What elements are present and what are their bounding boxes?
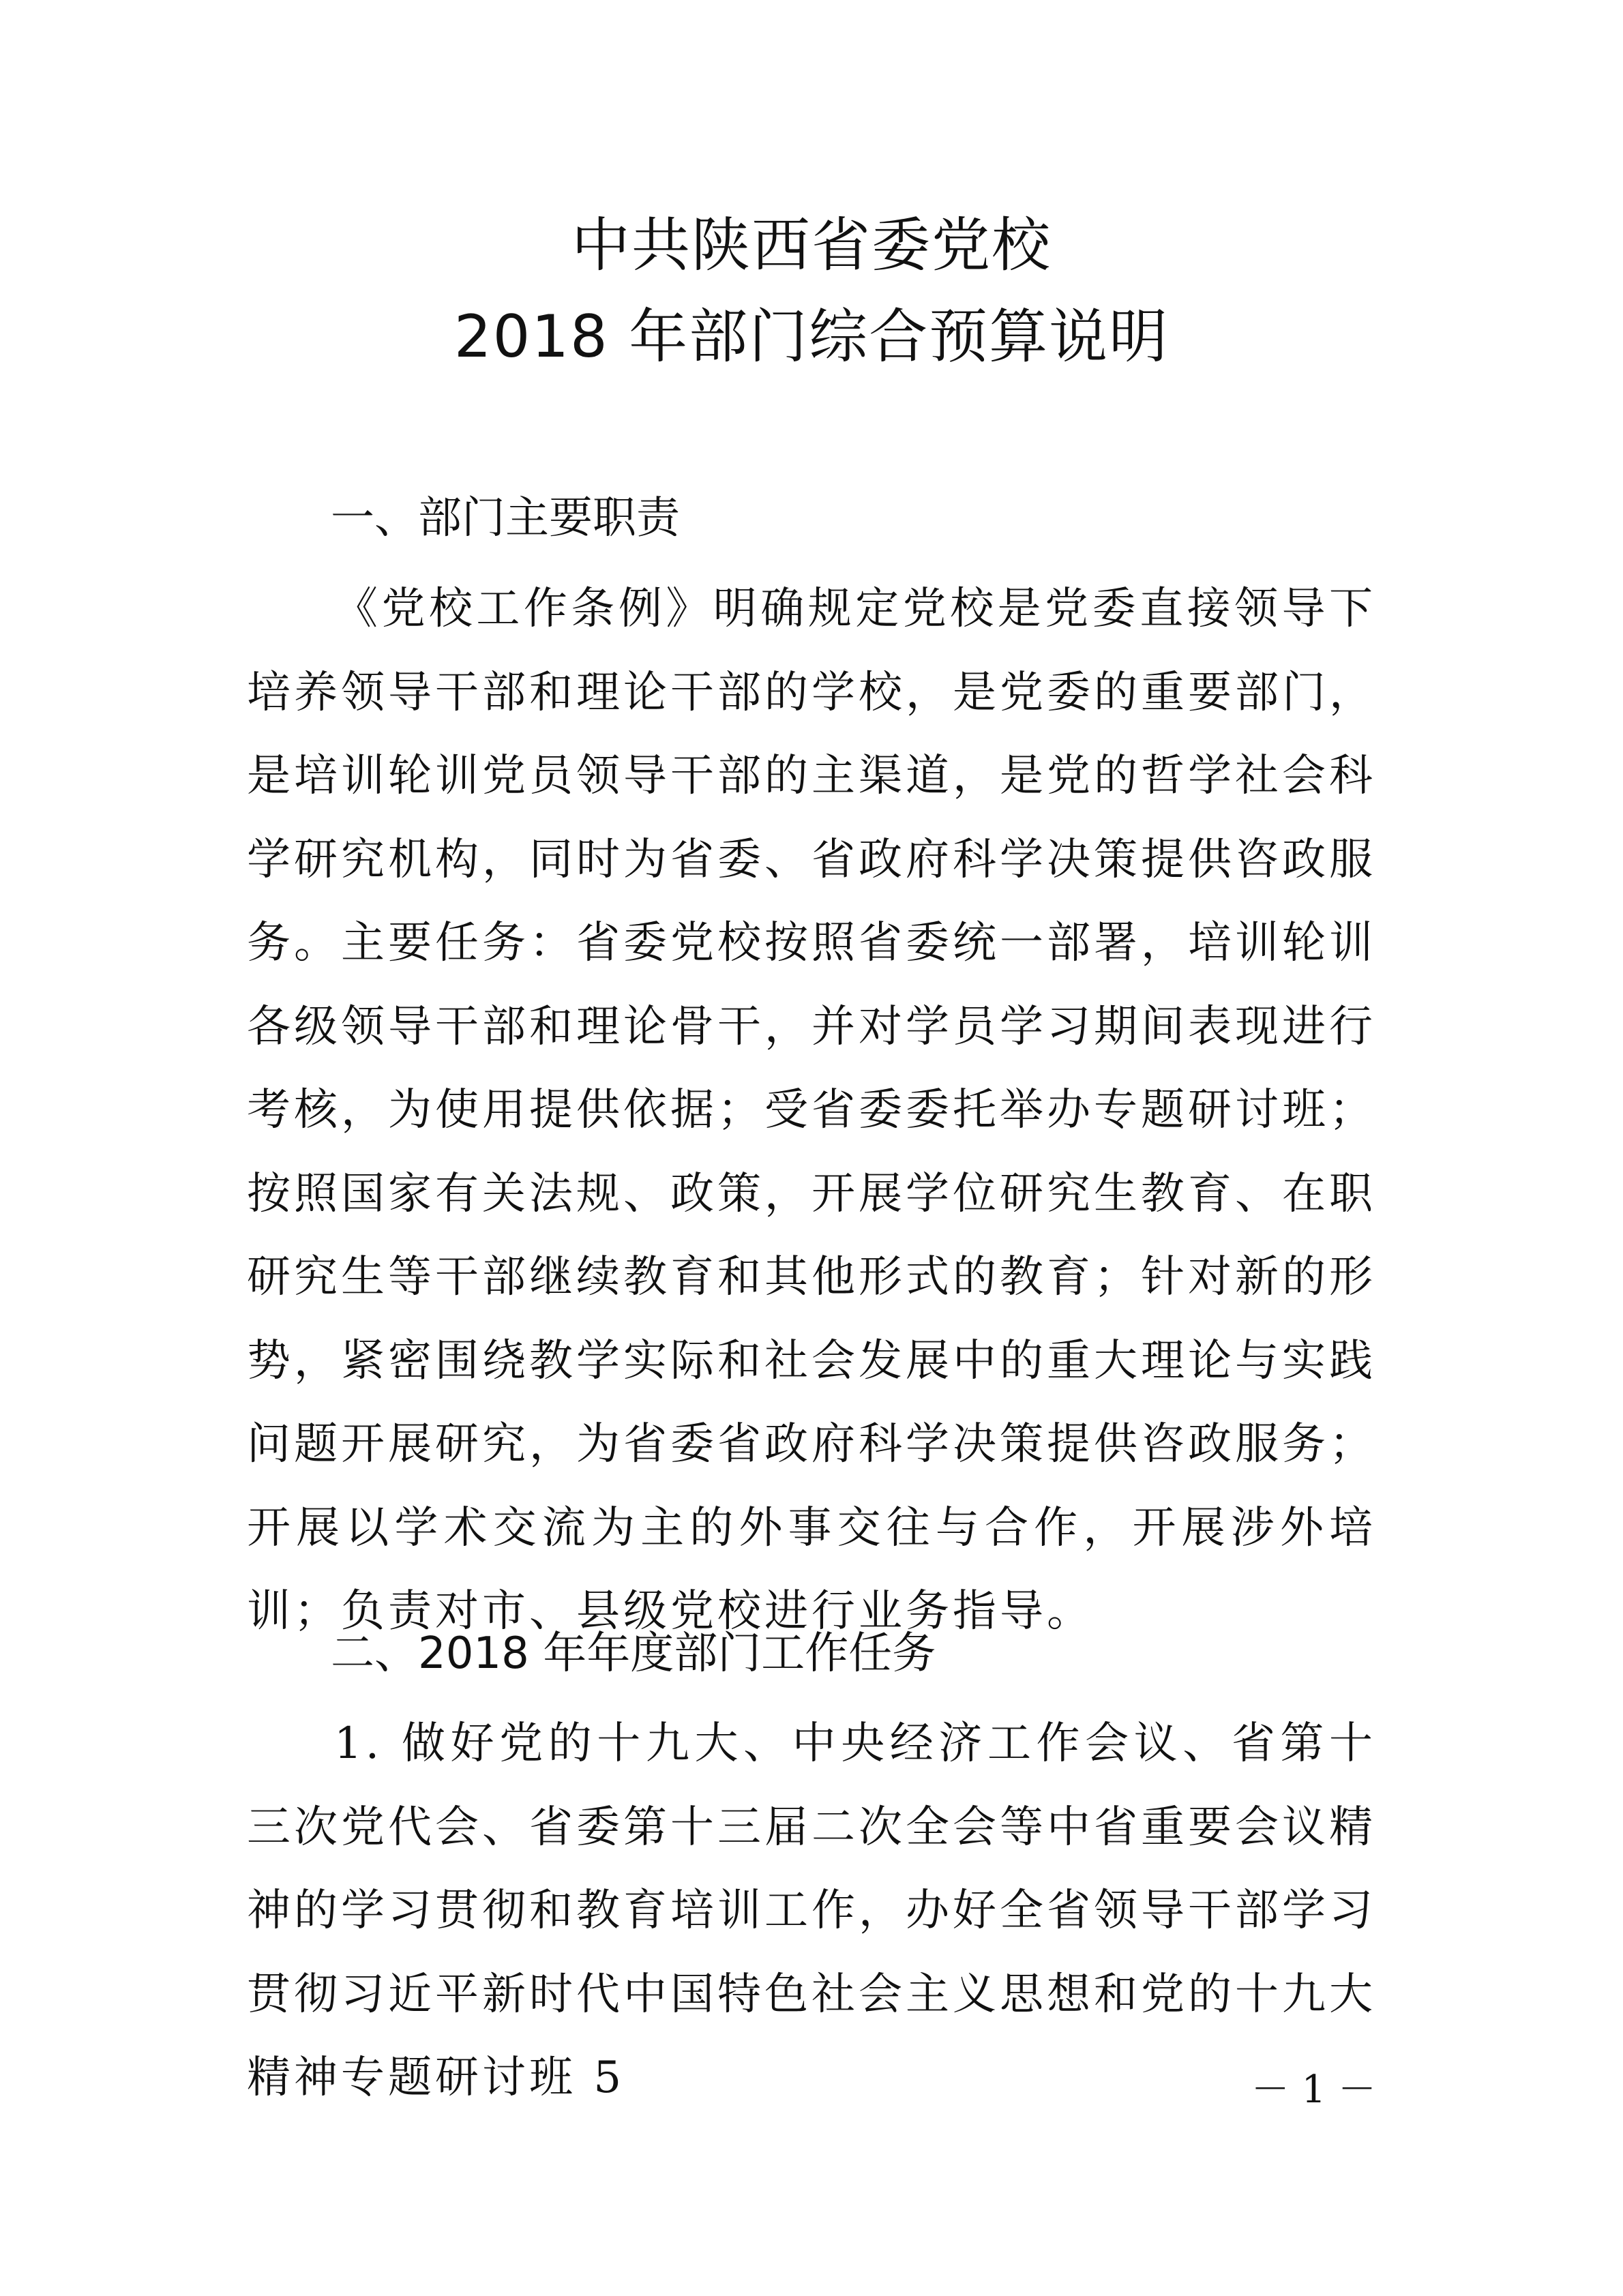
page-number: － 1 －: [1251, 2068, 1376, 2112]
section-paragraph-tasks: 1. 做好党的十九大、中央经济工作会议、省第十三次党代会、省委第十三届二次全会等中省重要会议精神的学习贯彻和教育培训工作，办好全省领导干部学习贯彻习近平新时代中国特色社会主义思想和党的十九大精神专题研讨班 5: [247, 1718, 1376, 2103]
section-heading-duties: 一、部门主要职责: [331, 493, 680, 543]
document-title-line1: 中共陕西省委党校: [571, 211, 1052, 280]
section-paragraph-duties: 《党校工作条例》明确规定党校是党委直接领导下培养领导干部和理论干部的学校，是党委的重要部门，是培训轮训党员领导干部的主渠道，是党的哲学社会科学研究机构，同时为省委、省政府科学决策提供咨政服务。主要任务：省委党校按照省委统一部署，培训轮训各级领导干部和理论骨干，并对学员学习期间表现进行考核，为使用提供依据；受省委委托举办专题研讨班；按照国家有关法规、政策，开展学位研究生教育、在职研究生等干部继续教育和其他形式的教育；针对新的形势，紧密围绕教学实际和社会发展中的重大理论与实践问题开展研究，为省委省政府科学决策提供咨政服务；开展以学术交流为主的外事交往与合作，开展涉外培训；负责对市、县级党校进行业务指导。: [247, 584, 1376, 1637]
document-title-line2: 2018 年部门综合预算说明: [453, 303, 1170, 371]
section-heading-tasks: 二、2018 年年度部门工作任务: [331, 1628, 936, 1679]
